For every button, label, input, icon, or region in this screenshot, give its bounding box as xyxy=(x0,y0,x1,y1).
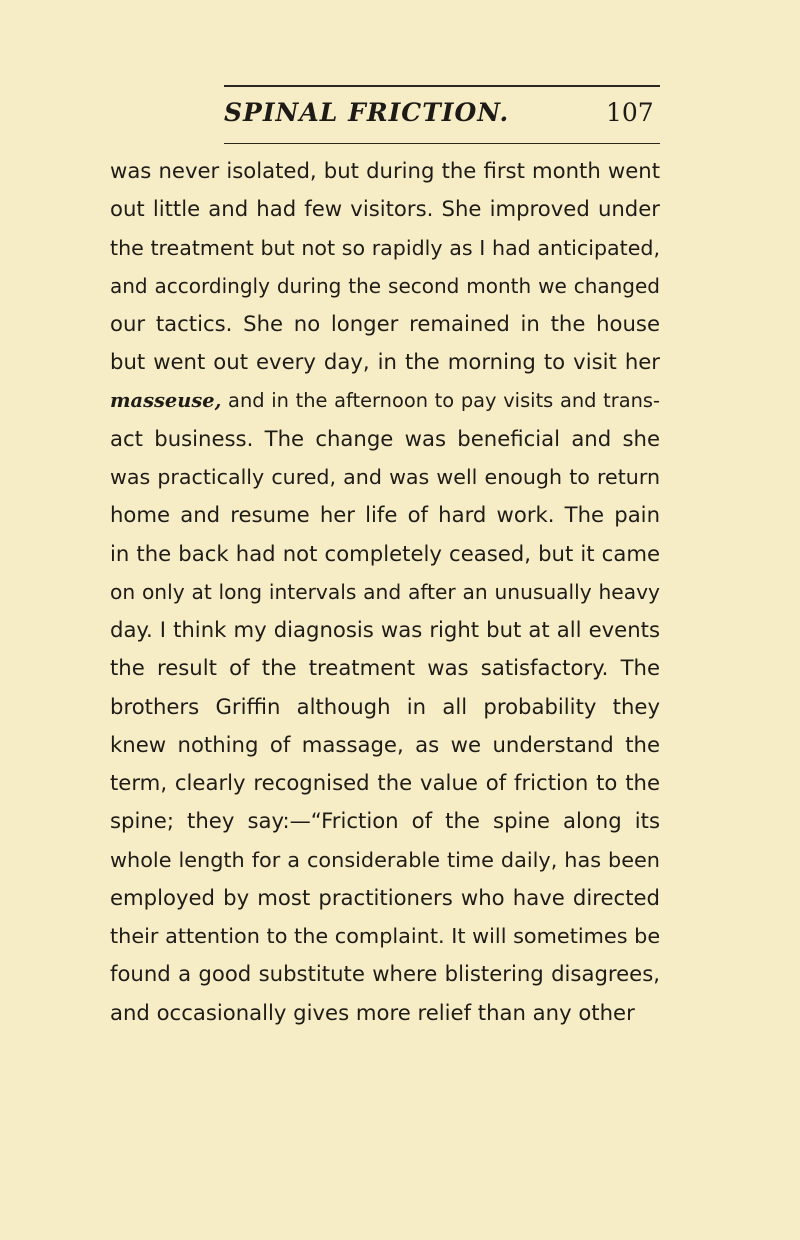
body-text xyxy=(110,152,660,1032)
line-rest: and in the afternoon to pay visits and trans- xyxy=(221,388,660,412)
text-line: the result of the treatment was satisfactory. The xyxy=(110,655,660,681)
text-line: out little and had few visitors. She improved under xyxy=(110,196,660,222)
text-line xyxy=(110,382,660,420)
page-number: 107 xyxy=(606,98,654,127)
text-line: spine; they say:—“Friction of the spine along its xyxy=(110,808,660,834)
text-line: was practically cured, and was well enough to return xyxy=(110,465,660,489)
text-line: home and resume her life of hard work. The pain xyxy=(110,502,660,528)
text-line: the treatment but not so rapidly as I had anticipated, xyxy=(110,235,660,260)
text-line: and accordingly during the second month we changed xyxy=(110,273,660,298)
text-line: and occasionally gives more relief than any other xyxy=(110,999,635,1025)
text-line: found a good substitute where blistering disagrees, xyxy=(110,961,660,987)
running-head xyxy=(0,93,800,133)
text-line: employed by most practitioners who have directed xyxy=(110,884,660,910)
running-title: SPINAL FRICTION. xyxy=(224,98,510,127)
text-line: our tactics. She no longer remained in the house xyxy=(110,311,660,336)
text-line: knew nothing of massage, as we understand the xyxy=(110,731,660,757)
text-line: was never isolated, but during the first month went xyxy=(110,158,660,183)
header-rule-bottom xyxy=(224,143,660,144)
text-line: term, clearly recognised the value of friction to the xyxy=(110,770,660,795)
text-line: but went out every day, in the morning to visit her xyxy=(110,349,660,375)
italic-word: masseuse, xyxy=(110,388,222,412)
text-line: on only at long intervals and after an unusually heavy xyxy=(110,579,660,604)
text-line: their attention to the complaint. It will sometimes be xyxy=(110,924,661,948)
text-line: whole length for a considerable time daily, has been xyxy=(110,847,660,872)
text-line: in the back had not completely ceased, but it came xyxy=(110,540,660,566)
header-rule-top xyxy=(224,85,660,87)
text-line: act business. The change was beneficial and she xyxy=(110,425,660,451)
text-line: day. I think my diagnosis was right but at all events xyxy=(110,617,660,642)
text-line: brothers Griffin although in all probability they xyxy=(110,693,660,719)
